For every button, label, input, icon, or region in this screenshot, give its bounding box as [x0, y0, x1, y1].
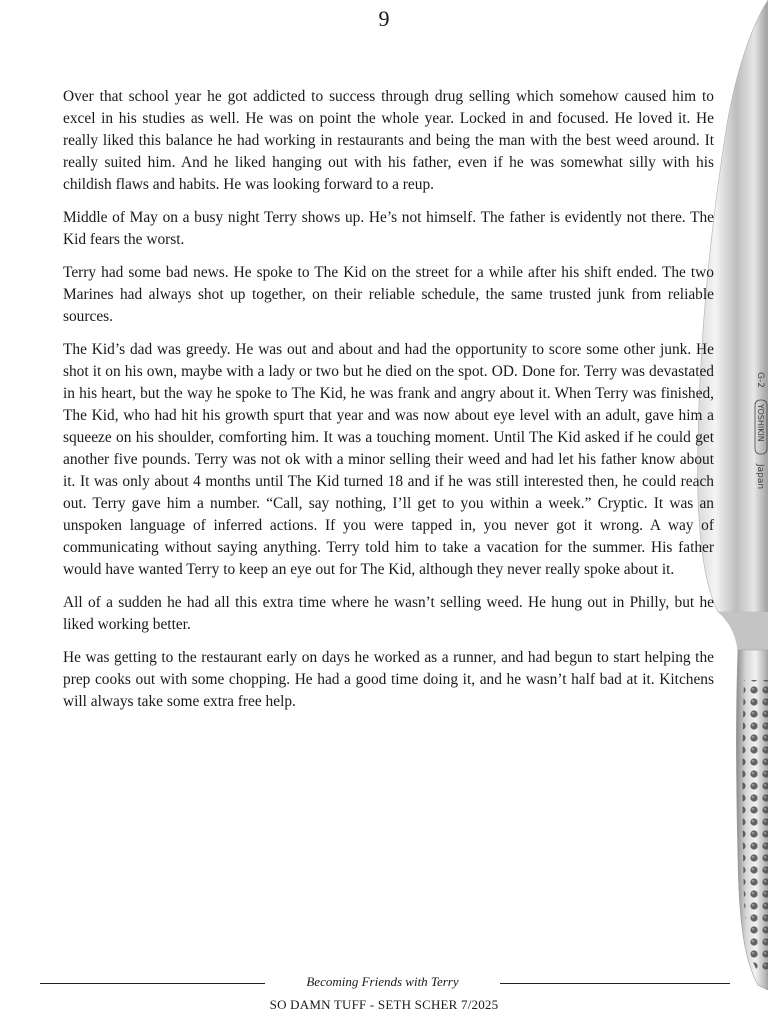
- svg-text:G-2: G-2: [755, 372, 765, 388]
- paragraph: Over that school year he got addicted to success through drug selling which somehow caused him to excel in his studies as well. He was on point the whole year. Locked in and focused. He loved it. He really liked this balance he had working in restaurants and being the man with the best weed around. It really suited him. And he liked hanging out with his father, even if he was somewhat silly with his childish flaws and habits. He was looking forward to a reup.: [63, 88, 714, 193]
- page-number: 9: [378, 6, 390, 31]
- paragraph: Terry had some bad news. He spoke to The Kid on the street for a while after his shift ended. The two Marines had always shot up together, on their reliable schedule, the same trusted junk from reliable sources.: [63, 264, 714, 325]
- footer-divider-right: [500, 983, 730, 984]
- paragraph: All of a sudden he had all this extra time where he wasn’t selling weed. He hung out in Philly, but he liked working better.: [63, 594, 714, 633]
- paragraph: He was getting to the restaurant early on days he worked as a runner, and had begun to start helping the prep cooks out with some chopping. He had a good time doing it, and he wasn’t half bad at it. Kitchens will always take some extra free help.: [63, 649, 714, 710]
- footer-chapter-title: Becoming Friends with Terry: [306, 974, 459, 989]
- body-text: [63, 86, 714, 724]
- paragraph: Middle of May on a busy night Terry shows up. He’s not himself. The father is evidently not there. The Kid fears the worst.: [63, 209, 714, 248]
- svg-text:Japan: Japan: [755, 464, 765, 490]
- footer-credit: SO DAMN TUFF - SETH SCHER 7/2025: [269, 997, 499, 1012]
- svg-text:YOSHIKIN: YOSHIKIN: [756, 404, 765, 442]
- footer-divider-left: [40, 983, 265, 984]
- paragraph: The Kid’s dad was greedy. He was out and about and had the opportunity to score some other junk. He shot it on his own, maybe with a lady or two but he died on the spot. OD. Done for. Terry was devastated in his heart, but the way he spoke to The Kid, he was frank and angry about it. When Terry was finished, The Kid, who had hit his growth spurt that year and was now about eye level with an adult, gave him a squeeze on his shoulder, comforting him. It was a touching moment. Until The Kid asked if he could get another five pounds. Terry was not ok with a minor selling their weed and had let his father know about it. It was only about 4 months until The Kid turned 18 and if he was still interested then, he could reach out. Terry gave him a number. “Call, say nothing, I’ll get to you within a week.” Cryptic. It was an unspoken language of inferred actions. If you were tapped in, you never got it wrong. A way of communicating without saying anything. Terry told him to take a vacation for the summer. His father would have wanted Terry to keep an eye out for The Kid, although they never really spoke about it.: [63, 341, 714, 578]
